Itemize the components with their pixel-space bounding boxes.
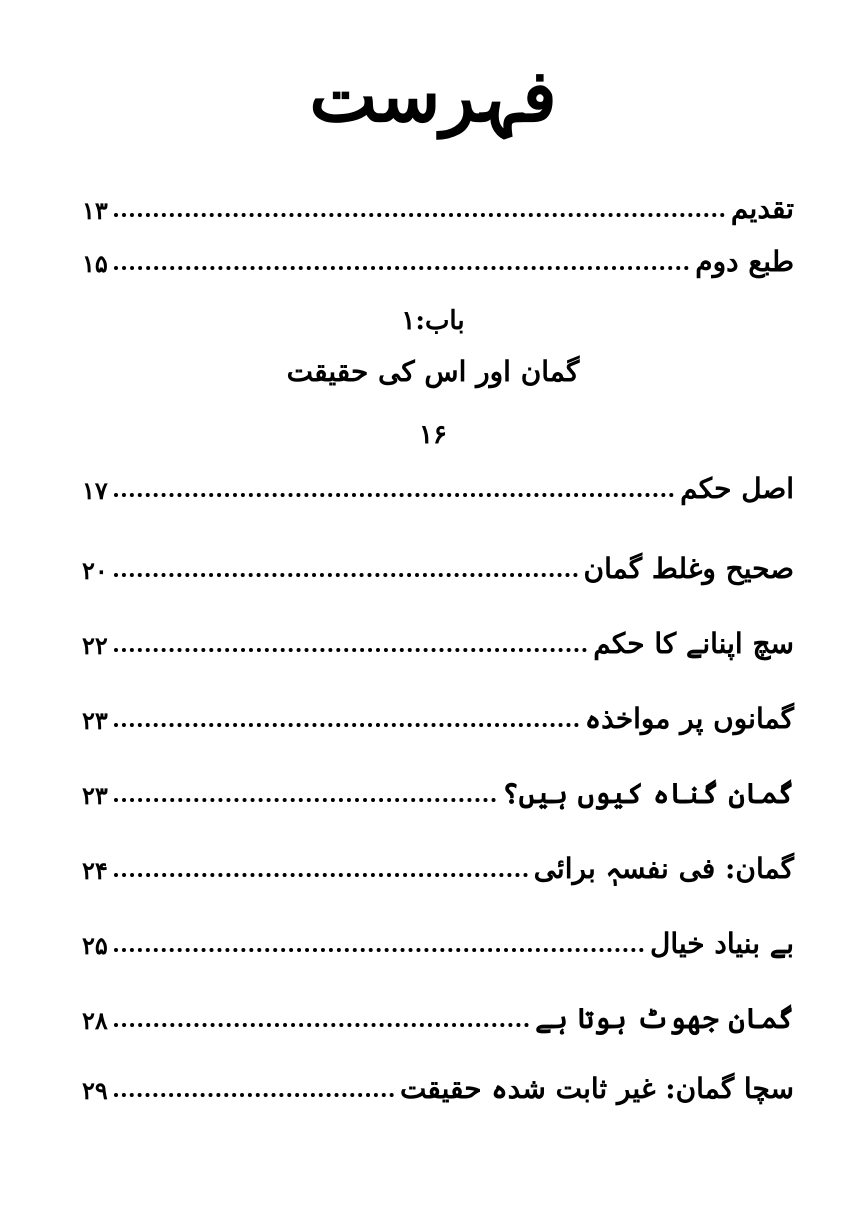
toc-entry-title: طبع دوم [695, 245, 794, 278]
toc-entry[interactable] [82, 610, 794, 658]
toc-entry-title: گمان: فی نفسہٖ برائی [533, 852, 794, 885]
toc-entry[interactable] [82, 228, 794, 276]
toc-entry-title: صحیح وغلط گمان [583, 552, 794, 585]
toc-entry-title: تقدیم [730, 192, 794, 225]
toc-entry-page: ۲۰ [82, 556, 108, 585]
toc-entry-page: ۱۷ [82, 476, 108, 505]
toc-leader-dots [114, 723, 579, 727]
toc-entry-page: ۲۴ [82, 856, 108, 885]
toc-leader-dots [114, 798, 496, 802]
toc-entry-title: اصل حکم [680, 472, 794, 505]
toc-entry-page: ۲۸ [82, 1006, 108, 1035]
toc-entry[interactable] [82, 535, 794, 583]
toc-entry-page: ۱۵ [82, 249, 108, 278]
toc-leader-dots [114, 1093, 394, 1097]
toc-entry-title: گمان جھوٹ ہوتا ہے [535, 1002, 794, 1035]
chapter-title: گمان اور اس کی حقیقت [286, 355, 580, 388]
toc-leader-dots [114, 213, 725, 217]
toc-entry-page: ۲۵ [82, 931, 108, 960]
page-title: فہرست [309, 53, 557, 138]
toc-entry-title: بے بنیاد خیال [649, 927, 794, 960]
toc-leader-dots [114, 1023, 529, 1027]
toc-entry-page: ۲۲ [82, 631, 108, 660]
toc-leader-dots [114, 873, 528, 877]
toc-leader-dots [114, 493, 674, 497]
chapter-label: باب:۱ [401, 306, 465, 336]
toc-entry-page: ۱۳ [82, 196, 108, 225]
toc-entry-title: سچا گمان: غیر ثابت شدہ حقیقت [399, 1072, 794, 1105]
toc-entry-page: ۲۳ [82, 706, 108, 735]
toc-entry[interactable] [82, 985, 794, 1033]
toc-leader-dots [114, 266, 690, 270]
toc-entry[interactable] [82, 685, 794, 733]
toc-entry-page: ۲۹ [82, 1076, 108, 1105]
toc-entry-title: سچ اپنانے کا حکم [593, 627, 794, 660]
toc-entry[interactable] [82, 760, 794, 808]
toc-entry-title: گمانوں پر مواخذہ [584, 702, 794, 735]
chapter-page-number: ۱۶ [419, 420, 447, 450]
toc-entry[interactable] [82, 835, 794, 883]
toc-leader-dots [114, 648, 587, 652]
toc-entry[interactable] [82, 455, 794, 503]
toc-leader-dots [114, 573, 578, 577]
toc-leader-dots [114, 948, 644, 952]
toc-entry[interactable] [82, 1055, 794, 1103]
toc-entry-title: گمان گناہ کیوں ہیں؟ [502, 777, 794, 810]
toc-entry-page: ۲۳ [82, 781, 108, 810]
toc-entry[interactable] [82, 910, 794, 958]
toc-entry[interactable] [82, 175, 794, 223]
